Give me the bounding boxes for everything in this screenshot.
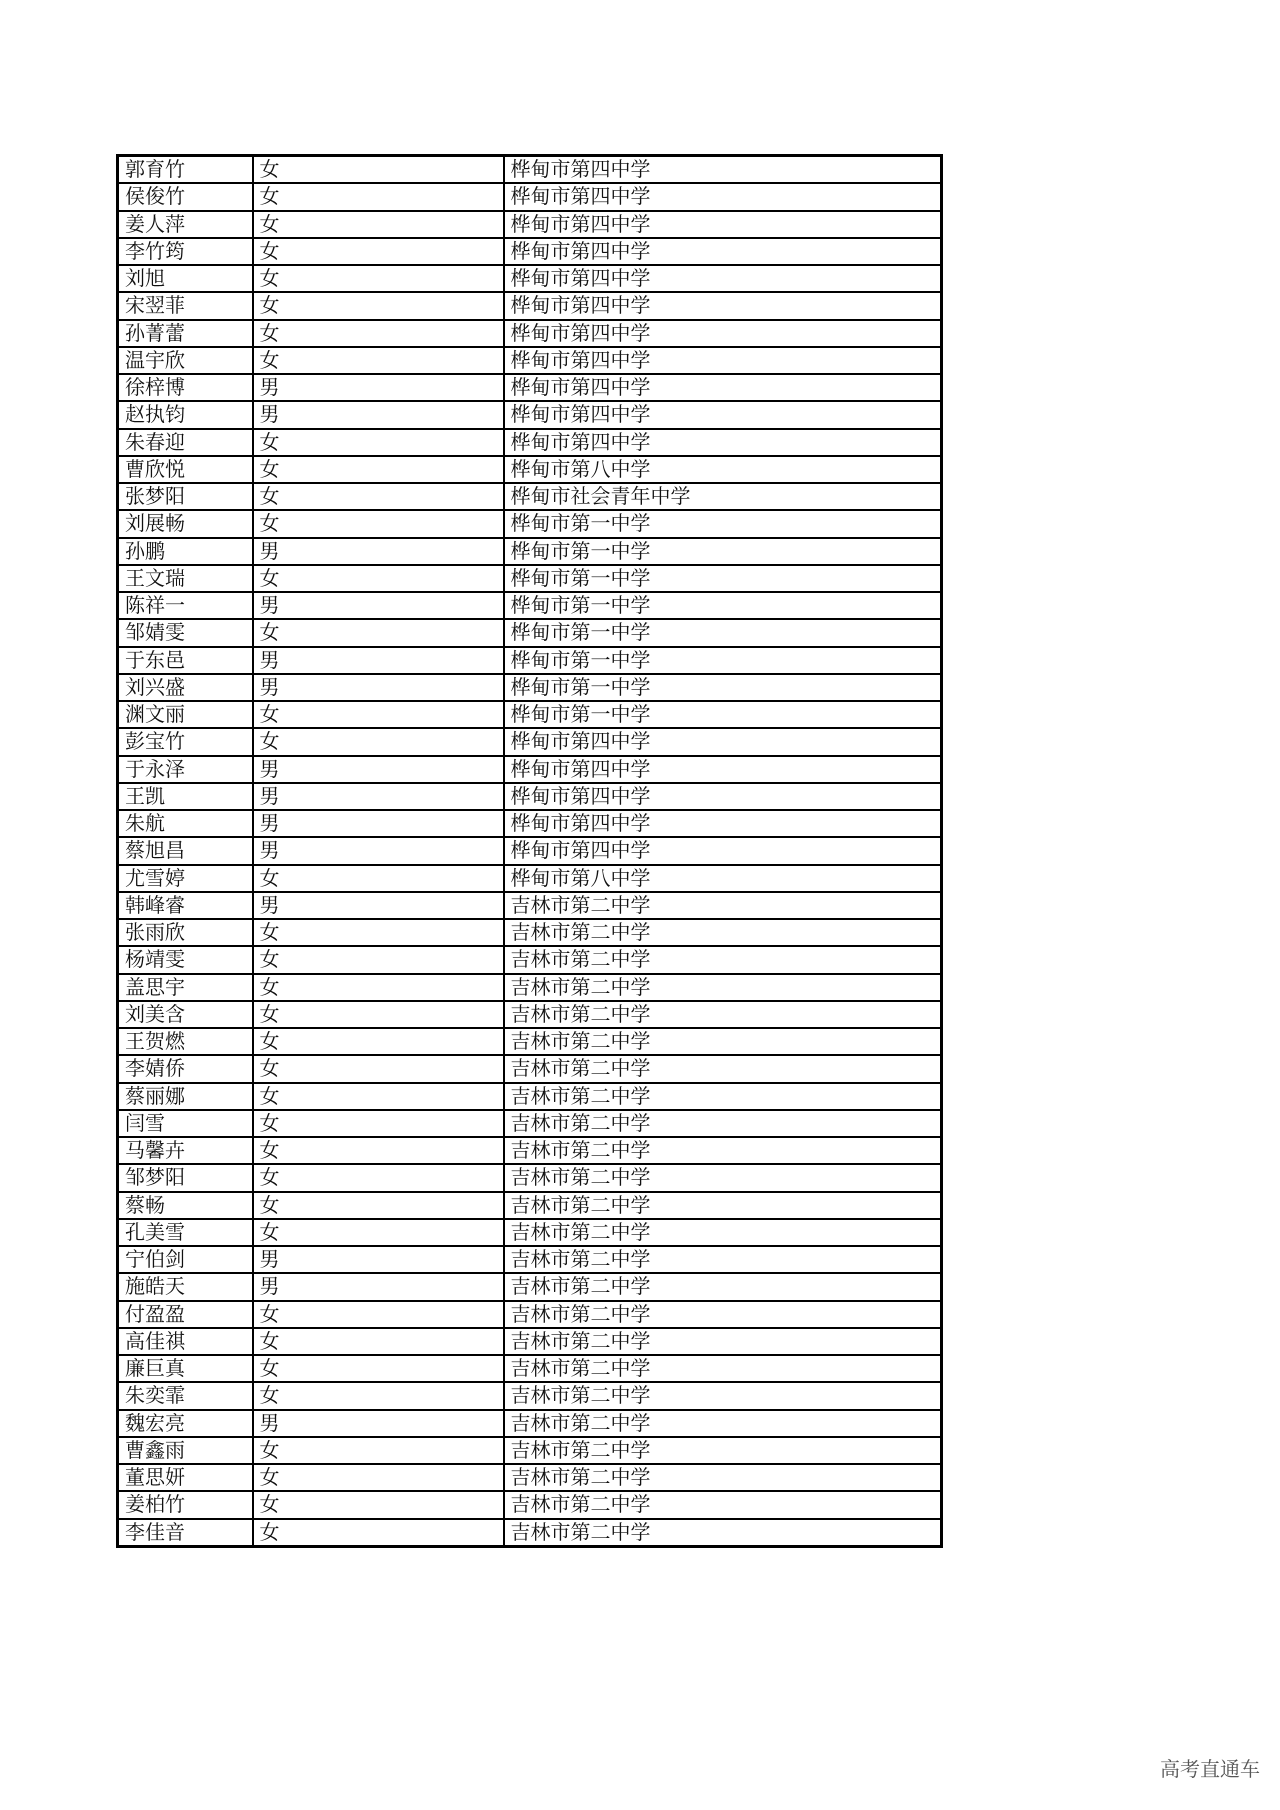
student-name-cell: 马馨卉 (118, 1137, 253, 1164)
gender-cell: 男 (253, 756, 504, 783)
school-cell: 吉林市第二中学 (504, 946, 942, 973)
table-row (118, 810, 942, 837)
student-name-cell: 李佳音 (118, 1519, 253, 1547)
table-row (118, 183, 942, 210)
roster-body (118, 156, 942, 1547)
gender-cell: 男 (253, 538, 504, 565)
table-row (118, 1328, 942, 1355)
table-row (118, 701, 942, 728)
table-row (118, 1491, 942, 1518)
student-name-cell: 韩峰睿 (118, 892, 253, 919)
gender-cell: 女 (253, 292, 504, 319)
gender-cell: 男 (253, 783, 504, 810)
school-cell: 吉林市第二中学 (504, 1301, 942, 1328)
school-cell: 桦甸市第四中学 (504, 265, 942, 292)
table-row (118, 374, 942, 401)
school-cell: 桦甸市第四中学 (504, 810, 942, 837)
student-name-cell: 刘旭 (118, 265, 253, 292)
student-name-cell: 侯俊竹 (118, 183, 253, 210)
school-cell: 吉林市第二中学 (504, 1464, 942, 1491)
gender-cell: 女 (253, 320, 504, 347)
student-name-cell: 姜人萍 (118, 211, 253, 238)
school-cell: 吉林市第二中学 (504, 1410, 942, 1437)
gender-cell: 女 (253, 1192, 504, 1219)
student-name-cell: 高佳祺 (118, 1328, 253, 1355)
student-name-cell: 孔美雪 (118, 1219, 253, 1246)
student-name-cell: 董思妍 (118, 1464, 253, 1491)
school-cell: 吉林市第二中学 (504, 892, 942, 919)
school-cell: 吉林市第二中学 (504, 1192, 942, 1219)
table-row (118, 1355, 942, 1382)
student-name-cell: 渊文丽 (118, 701, 253, 728)
student-name-cell: 于东邑 (118, 647, 253, 674)
school-cell: 吉林市第二中学 (504, 1273, 942, 1300)
gender-cell: 男 (253, 647, 504, 674)
table-row (118, 674, 942, 701)
table-row (118, 1219, 942, 1246)
student-name-cell: 蔡丽娜 (118, 1083, 253, 1110)
roster-table (116, 154, 943, 1548)
student-name-cell: 陈祥一 (118, 592, 253, 619)
school-cell: 吉林市第二中学 (504, 1491, 942, 1518)
table-row (118, 974, 942, 1001)
gender-cell: 女 (253, 619, 504, 646)
gender-cell: 女 (253, 1164, 504, 1191)
table-row (118, 565, 942, 592)
gender-cell: 女 (253, 1110, 504, 1137)
gender-cell: 男 (253, 674, 504, 701)
school-cell: 吉林市第二中学 (504, 1028, 942, 1055)
gender-cell: 女 (253, 1219, 504, 1246)
school-cell: 吉林市第二中学 (504, 1328, 942, 1355)
table-row (118, 1382, 942, 1409)
table-row (118, 919, 942, 946)
school-cell: 吉林市第二中学 (504, 1519, 942, 1547)
table-row (118, 647, 942, 674)
student-name-cell: 赵执钧 (118, 401, 253, 428)
table-row (118, 892, 942, 919)
school-cell: 桦甸市第一中学 (504, 701, 942, 728)
gender-cell: 女 (253, 1055, 504, 1082)
student-name-cell: 蔡旭昌 (118, 837, 253, 864)
table-row (118, 1437, 942, 1464)
school-cell: 桦甸市第四中学 (504, 374, 942, 401)
table-row (118, 510, 942, 537)
student-name-cell: 朱春迎 (118, 429, 253, 456)
table-row (118, 1028, 942, 1055)
table-row (118, 783, 942, 810)
student-name-cell: 刘兴盛 (118, 674, 253, 701)
school-cell: 桦甸市第四中学 (504, 183, 942, 210)
table-row (118, 1192, 942, 1219)
student-name-cell: 徐梓博 (118, 374, 253, 401)
student-name-cell: 闫雪 (118, 1110, 253, 1137)
student-name-cell: 张梦阳 (118, 483, 253, 510)
gender-cell: 男 (253, 837, 504, 864)
school-cell: 吉林市第二中学 (504, 1055, 942, 1082)
table-row (118, 1164, 942, 1191)
school-cell: 桦甸市第四中学 (504, 320, 942, 347)
student-name-cell: 魏宏亮 (118, 1410, 253, 1437)
table-row (118, 1137, 942, 1164)
student-name-cell: 邹婧雯 (118, 619, 253, 646)
table-row (118, 292, 942, 319)
student-name-cell: 邹梦阳 (118, 1164, 253, 1191)
school-cell: 桦甸市第四中学 (504, 401, 942, 428)
student-name-cell: 姜柏竹 (118, 1491, 253, 1518)
table-row (118, 238, 942, 265)
school-cell: 桦甸市第四中学 (504, 756, 942, 783)
student-name-cell: 孙鹏 (118, 538, 253, 565)
student-name-cell: 朱奕霏 (118, 1382, 253, 1409)
school-cell: 吉林市第二中学 (504, 1382, 942, 1409)
student-name-cell: 刘展畅 (118, 510, 253, 537)
gender-cell: 男 (253, 374, 504, 401)
table-row (118, 1055, 942, 1082)
gender-cell: 女 (253, 347, 504, 374)
student-name-cell: 孙菁蕾 (118, 320, 253, 347)
student-name-cell: 付盈盈 (118, 1301, 253, 1328)
school-cell: 桦甸市第四中学 (504, 156, 942, 184)
school-cell: 吉林市第二中学 (504, 1137, 942, 1164)
gender-cell: 女 (253, 429, 504, 456)
student-name-cell: 廉巨真 (118, 1355, 253, 1382)
school-cell: 桦甸市第一中学 (504, 674, 942, 701)
student-name-cell: 王贺燃 (118, 1028, 253, 1055)
table-row (118, 156, 942, 184)
gender-cell: 女 (253, 919, 504, 946)
gender-cell: 女 (253, 211, 504, 238)
table-row (118, 619, 942, 646)
student-name-cell: 宋翌菲 (118, 292, 253, 319)
gender-cell: 女 (253, 1137, 504, 1164)
student-name-cell: 尤雪婷 (118, 865, 253, 892)
gender-cell: 男 (253, 810, 504, 837)
gender-cell: 女 (253, 156, 504, 184)
table-row (118, 1519, 942, 1547)
student-name-cell: 杨靖雯 (118, 946, 253, 973)
school-cell: 桦甸市第一中学 (504, 647, 942, 674)
table-row (118, 320, 942, 347)
school-cell: 吉林市第二中学 (504, 1110, 942, 1137)
gender-cell: 男 (253, 1410, 504, 1437)
table-row (118, 483, 942, 510)
gender-cell: 女 (253, 1437, 504, 1464)
gender-cell: 女 (253, 1491, 504, 1518)
school-cell: 吉林市第二中学 (504, 1246, 942, 1273)
table-row (118, 1001, 942, 1028)
school-cell: 桦甸市第一中学 (504, 619, 942, 646)
student-name-cell: 曹欣悦 (118, 456, 253, 483)
gender-cell: 女 (253, 865, 504, 892)
gender-cell: 女 (253, 701, 504, 728)
table-row (118, 1301, 942, 1328)
student-name-cell: 郭育竹 (118, 156, 253, 184)
school-cell: 吉林市第二中学 (504, 1355, 942, 1382)
school-cell: 桦甸市第四中学 (504, 211, 942, 238)
gender-cell: 女 (253, 1382, 504, 1409)
school-cell: 吉林市第二中学 (504, 919, 942, 946)
gender-cell: 女 (253, 974, 504, 1001)
gender-cell: 女 (253, 1083, 504, 1110)
gender-cell: 女 (253, 1464, 504, 1491)
gender-cell: 女 (253, 183, 504, 210)
student-name-cell: 李婧侨 (118, 1055, 253, 1082)
table-row (118, 865, 942, 892)
gender-cell: 男 (253, 592, 504, 619)
table-row (118, 1273, 942, 1300)
table-row (118, 946, 942, 973)
student-name-cell: 曹鑫雨 (118, 1437, 253, 1464)
school-cell: 吉林市第二中学 (504, 1437, 942, 1464)
table-row (118, 1410, 942, 1437)
table-row (118, 347, 942, 374)
student-name-cell: 刘美含 (118, 1001, 253, 1028)
table-row (118, 401, 942, 428)
student-name-cell: 彭宝竹 (118, 728, 253, 755)
watermark: 高考直通车 (1160, 1757, 1260, 1781)
gender-cell: 男 (253, 401, 504, 428)
table-row (118, 538, 942, 565)
gender-cell: 女 (253, 1028, 504, 1055)
school-cell: 桦甸市第一中学 (504, 538, 942, 565)
gender-cell: 女 (253, 1301, 504, 1328)
gender-cell: 男 (253, 1273, 504, 1300)
student-name-cell: 王凯 (118, 783, 253, 810)
school-cell: 桦甸市第八中学 (504, 456, 942, 483)
student-name-cell: 王文瑞 (118, 565, 253, 592)
student-name-cell: 张雨欣 (118, 919, 253, 946)
table-row (118, 1110, 942, 1137)
gender-cell: 男 (253, 1246, 504, 1273)
gender-cell: 女 (253, 565, 504, 592)
school-cell: 吉林市第二中学 (504, 1083, 942, 1110)
gender-cell: 女 (253, 265, 504, 292)
table-row (118, 456, 942, 483)
school-cell: 吉林市第二中学 (504, 1164, 942, 1191)
gender-cell: 女 (253, 1328, 504, 1355)
table-row (118, 1246, 942, 1273)
table-row (118, 429, 942, 456)
table-row (118, 756, 942, 783)
school-cell: 桦甸市第一中学 (504, 565, 942, 592)
school-cell: 吉林市第二中学 (504, 1219, 942, 1246)
gender-cell: 女 (253, 1001, 504, 1028)
table-row (118, 837, 942, 864)
school-cell: 吉林市第二中学 (504, 974, 942, 1001)
student-name-cell: 宁伯剑 (118, 1246, 253, 1273)
school-cell: 桦甸市第四中学 (504, 347, 942, 374)
gender-cell: 女 (253, 728, 504, 755)
student-name-cell: 温宇欣 (118, 347, 253, 374)
gender-cell: 女 (253, 456, 504, 483)
school-cell: 桦甸市第八中学 (504, 865, 942, 892)
student-name-cell: 于永泽 (118, 756, 253, 783)
gender-cell: 女 (253, 483, 504, 510)
student-name-cell: 施皓天 (118, 1273, 253, 1300)
school-cell: 桦甸市第四中学 (504, 728, 942, 755)
school-cell: 桦甸市第四中学 (504, 783, 942, 810)
gender-cell: 女 (253, 1519, 504, 1547)
table-row (118, 592, 942, 619)
gender-cell: 女 (253, 1355, 504, 1382)
table-row (118, 1083, 942, 1110)
school-cell: 桦甸市第一中学 (504, 510, 942, 537)
table-row (118, 728, 942, 755)
school-cell: 桦甸市第四中学 (504, 292, 942, 319)
student-name-cell: 盖思宇 (118, 974, 253, 1001)
school-cell: 桦甸市社会青年中学 (504, 483, 942, 510)
gender-cell: 男 (253, 892, 504, 919)
student-name-cell: 李竹筠 (118, 238, 253, 265)
table-row (118, 1464, 942, 1491)
school-cell: 桦甸市第四中学 (504, 837, 942, 864)
school-cell: 吉林市第二中学 (504, 1001, 942, 1028)
school-cell: 桦甸市第四中学 (504, 238, 942, 265)
gender-cell: 女 (253, 946, 504, 973)
school-cell: 桦甸市第四中学 (504, 429, 942, 456)
school-cell: 桦甸市第一中学 (504, 592, 942, 619)
table-row (118, 265, 942, 292)
gender-cell: 女 (253, 238, 504, 265)
student-name-cell: 蔡畅 (118, 1192, 253, 1219)
table-row (118, 211, 942, 238)
student-name-cell: 朱航 (118, 810, 253, 837)
gender-cell: 女 (253, 510, 504, 537)
